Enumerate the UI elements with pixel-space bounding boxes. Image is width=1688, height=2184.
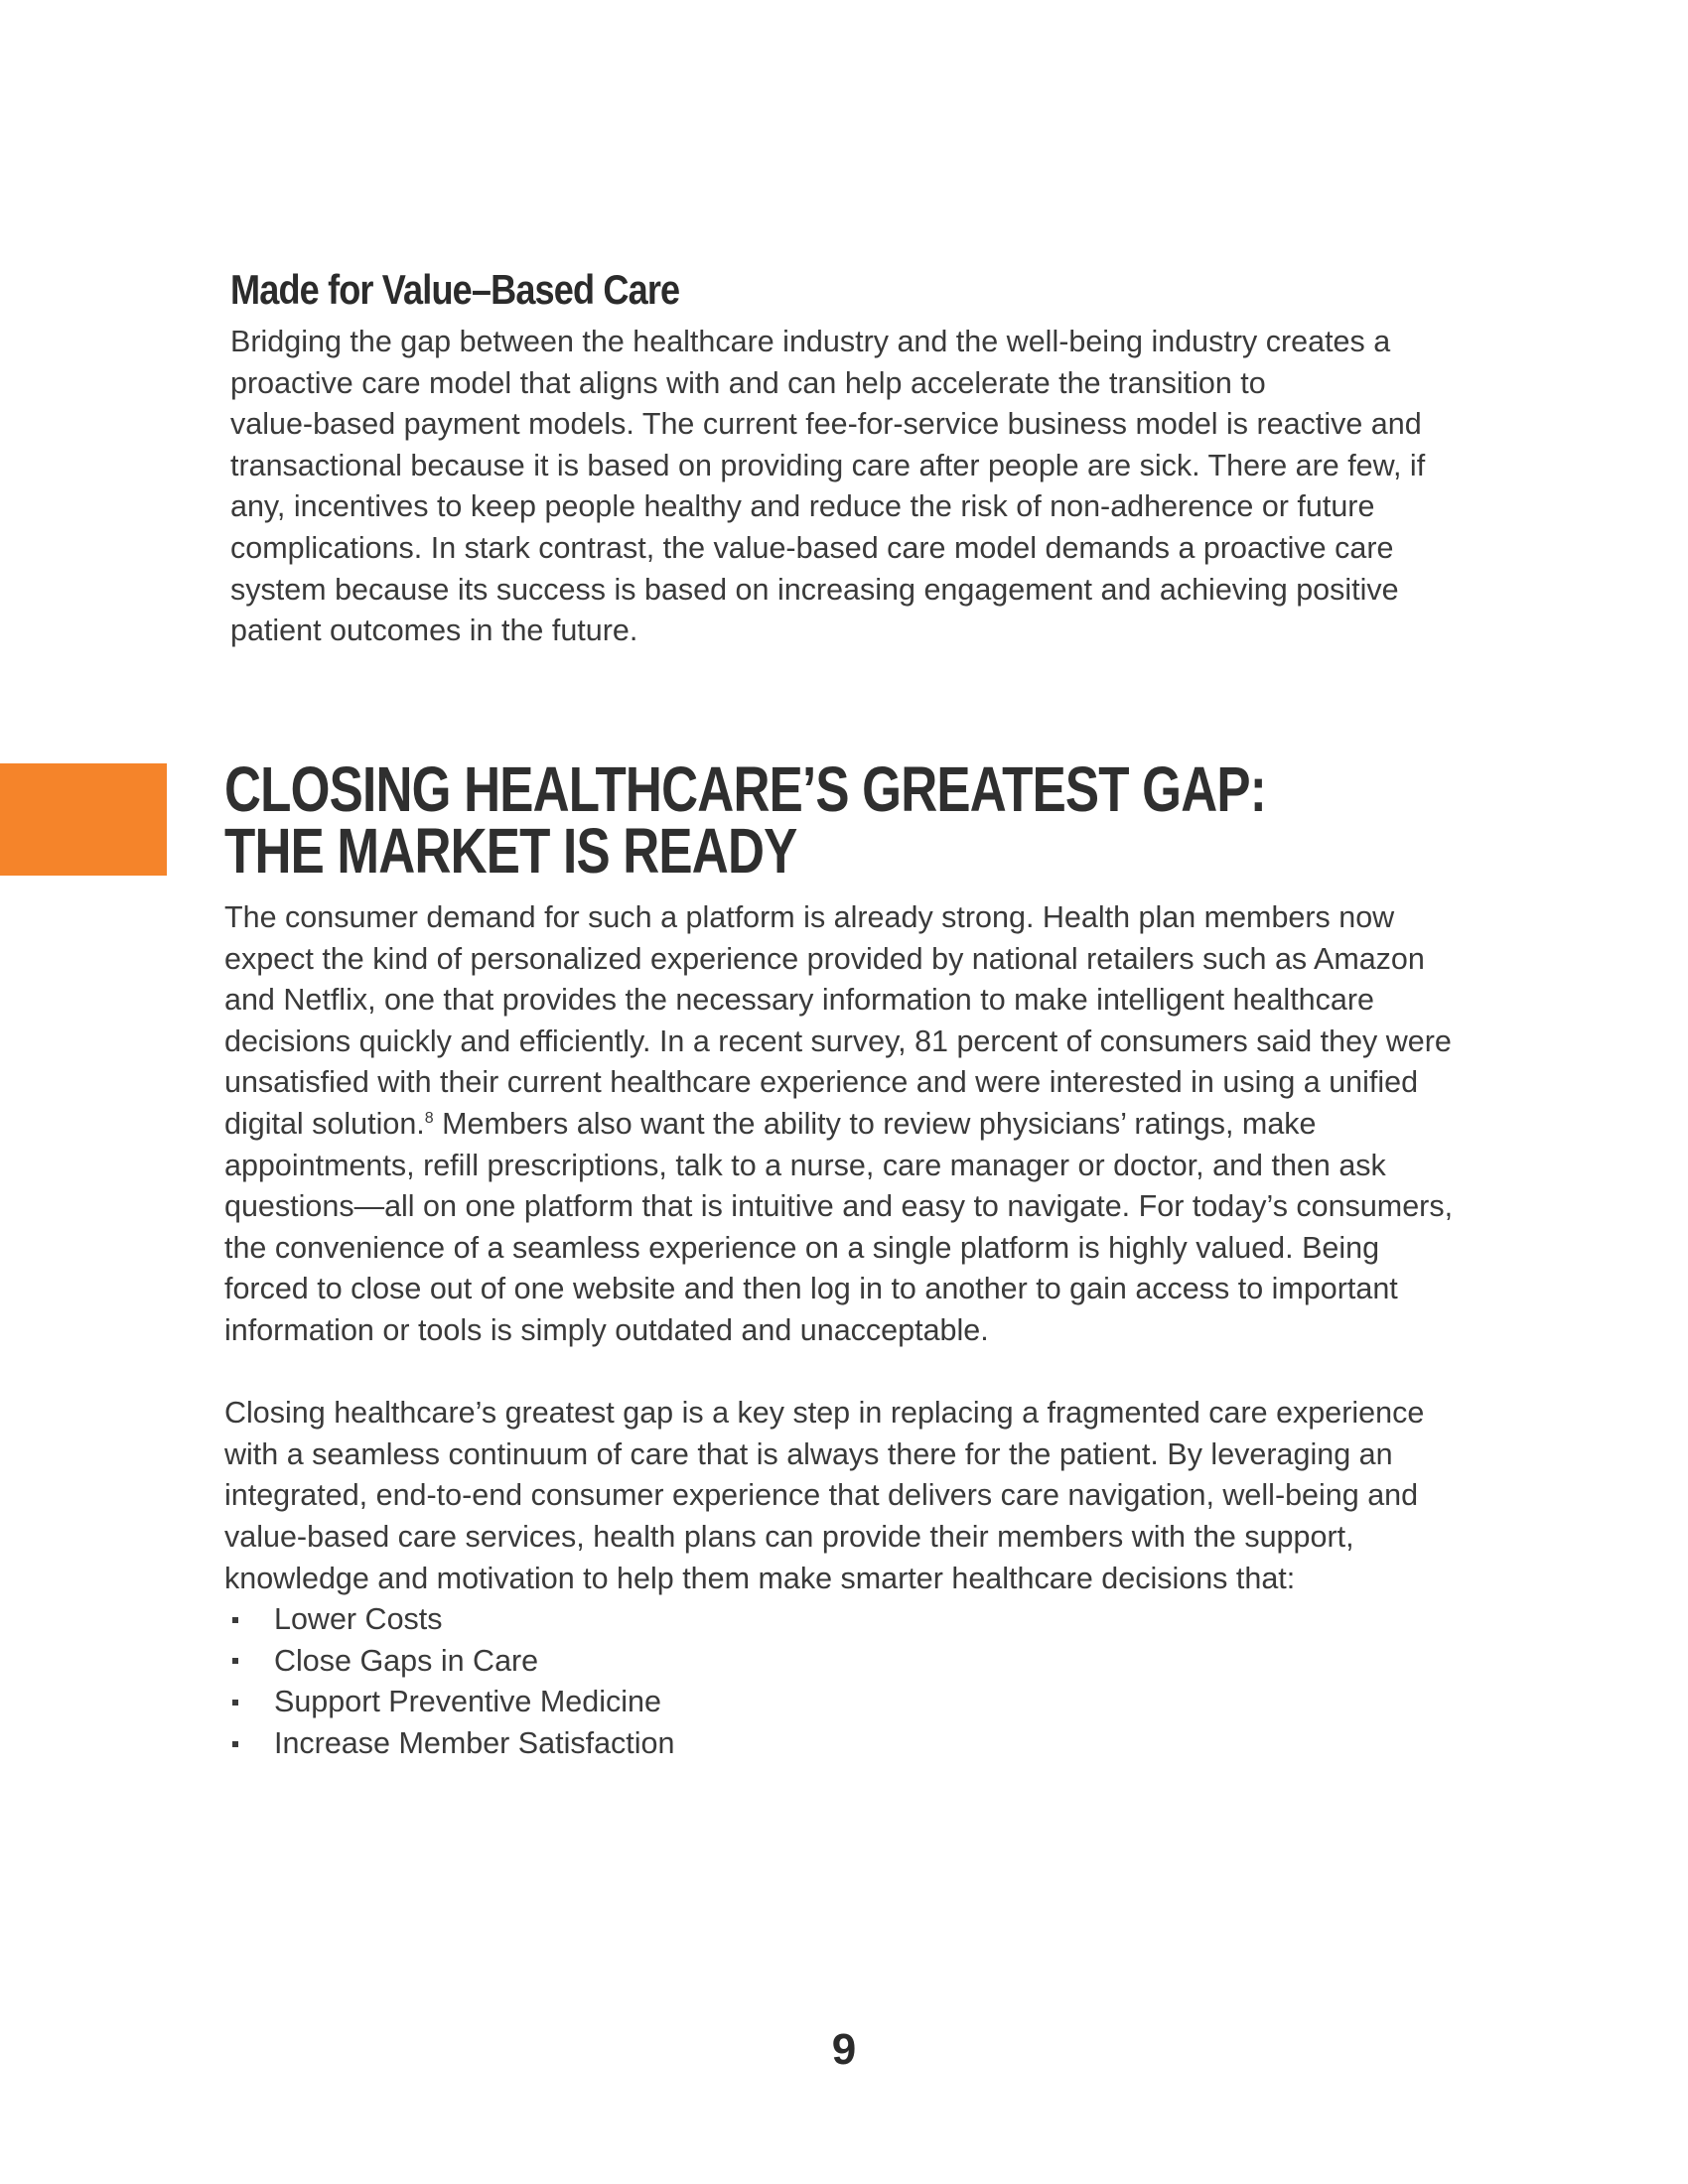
paragraph-line: system because its success is based on increasing engagement and achieving positive — [230, 572, 1399, 607]
paragraph-line: forced to close out of one website and then log in to another to gain access to important — [224, 1272, 1398, 1306]
list-item-label: Close Gaps in Care — [274, 1643, 539, 1678]
square-bullet-icon — [232, 1700, 238, 1706]
paragraph-line: patient outcomes in the future. — [230, 614, 638, 648]
paragraph-line: The consumer demand for such a platform is already strong. Health plan members now — [224, 900, 1395, 934]
line-end: Members also want the ability to review physicians’ ratings, make — [433, 1106, 1317, 1141]
value-based-care-section — [230, 266, 1561, 652]
paragraph-1 — [224, 897, 1565, 1352]
paragraph-2 — [224, 1393, 1565, 1599]
paragraph-line: value-based payment models. The current fee-for-service business model is reactive and — [230, 407, 1422, 442]
heading-line-2: THE MARKET IS READY — [224, 815, 797, 887]
benefits-list — [224, 1599, 1565, 1764]
list-item — [224, 1682, 1565, 1723]
paragraph-line: information or tools is simply outdated and unacceptable. — [224, 1312, 989, 1347]
paragraph-line: with a seamless continuum of care that is always there for the patient. By leveraging an — [224, 1436, 1393, 1471]
square-bullet-icon — [232, 1658, 238, 1664]
paragraph-line: knowledge and motivation to help them make smarter healthcare decisions that: — [224, 1561, 1296, 1595]
main-heading — [224, 753, 1297, 887]
square-bullet-icon — [232, 1741, 238, 1747]
page-number: 9 — [831, 2025, 857, 2074]
line-start: digital solution. — [224, 1106, 425, 1141]
paragraph-line: questions—all on one platform that is intuitive and easy to navigate. For today’s consumers, — [224, 1189, 1454, 1224]
list-item — [224, 1723, 1565, 1765]
paragraph-line: the convenience of a seamless experience on a single platform is highly valued. Being — [224, 1230, 1380, 1265]
paragraph-line: Closing healthcare’s greatest gap is a key step in replacing a fragmented care experience — [224, 1396, 1425, 1431]
section-paragraph — [230, 322, 1561, 652]
paragraph-line: any, incentives to keep people healthy and reduce the risk of non-adherence or future — [230, 489, 1375, 524]
paragraph-gap — [224, 1352, 1565, 1394]
paragraph-line: integrated, end-to-end consumer experience that delivers care navigation, well-being and — [224, 1478, 1419, 1513]
list-item-label: Increase Member Satisfaction — [274, 1725, 675, 1760]
paragraph-line: complications. In stark contrast, the value-based care model demands a proactive care — [230, 530, 1394, 565]
paragraph-line: decisions quickly and efficiently. In a recent survey, 81 percent of consumers said they were — [224, 1024, 1452, 1058]
list-item — [224, 1641, 1565, 1683]
heading-line-1: CLOSING HEALTHCARE’S GREATEST GAP: — [224, 753, 1266, 825]
paragraph-line: Bridging the gap between the healthcare industry and the well-being industry creates a — [230, 325, 1391, 358]
paragraph-line: transactional because it is based on providing care after people are sick. There are few, if — [230, 448, 1426, 482]
paragraph-line-with-footnote — [224, 1104, 1565, 1146]
square-bullet-icon — [232, 1617, 238, 1623]
market-ready-section — [224, 753, 1565, 1764]
list-item-label: Support Preventive Medicine — [274, 1685, 661, 1719]
accent-bar — [0, 763, 167, 876]
paragraph-line: appointments, refill prescriptions, talk to a nurse, care manager or doctor, and then ask — [224, 1148, 1386, 1182]
list-item — [224, 1599, 1565, 1641]
section-heading: Made for Value–Based Care — [230, 266, 680, 313]
paragraph-line: proactive care model that aligns with and can help accelerate the transition to — [230, 365, 1266, 400]
paragraph-line: unsatisfied with their current healthcare experience and were interested in using a unified — [224, 1065, 1419, 1100]
paragraph-line: and Netflix, one that provides the necessary information to make intelligent healthcare — [224, 983, 1374, 1018]
paragraph-line: expect the kind of personalized experience provided by national retailers such as Amazon — [224, 941, 1425, 976]
list-item-label: Lower Costs — [274, 1602, 443, 1637]
footnote-marker: 8 — [424, 1109, 434, 1127]
paragraph-line: value-based care services, health plans can provide their members with the support, — [224, 1519, 1354, 1554]
